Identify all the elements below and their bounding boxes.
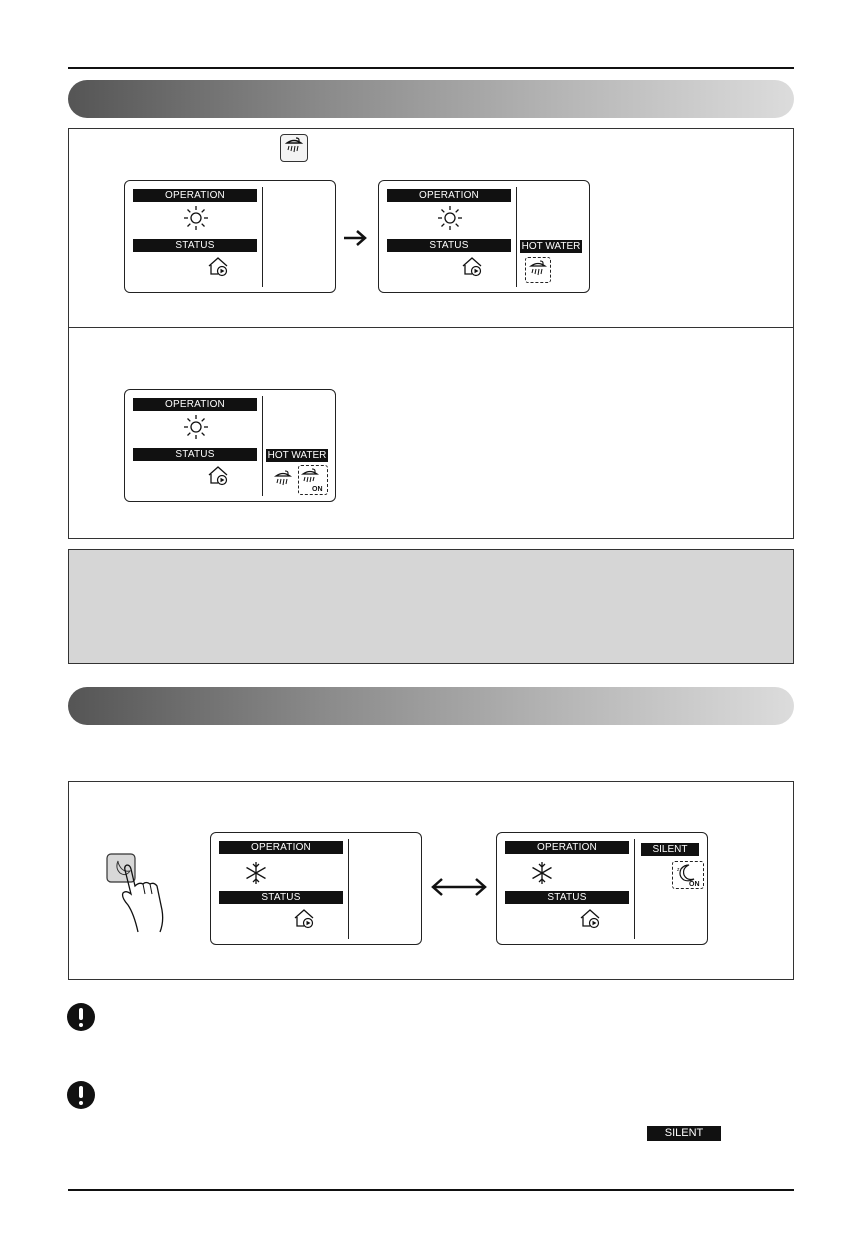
status-label: STATUS	[133, 448, 257, 461]
shower-icon	[526, 258, 550, 282]
blinking-indicator	[672, 861, 704, 889]
section-header-silent	[68, 687, 794, 725]
shower-icon	[281, 135, 307, 161]
svg-text:z: z	[677, 867, 680, 873]
status-label: STATUS	[219, 891, 343, 904]
house-play-icon	[207, 464, 229, 486]
lcd-divider	[348, 839, 349, 939]
lcd-panel-cooling-silent-on	[496, 832, 708, 945]
operation-label: OPERATION	[505, 841, 629, 854]
hand-pointer-icon	[104, 852, 184, 936]
operation-label: OPERATION	[219, 841, 343, 854]
house-play-icon	[579, 907, 601, 929]
lcd-panel-heating-before	[124, 180, 336, 293]
hot-water-tag: HOT WATER	[521, 241, 581, 252]
status-label: STATUS	[505, 891, 629, 904]
status-label: STATUS	[133, 239, 257, 252]
sun-icon	[437, 205, 463, 231]
shower-on-icon	[299, 466, 327, 494]
operation-label: OPERATION	[133, 398, 257, 411]
hot-water-tag: HOT WATER	[267, 450, 327, 461]
section-header-hot-water	[68, 80, 794, 118]
silent-chip: SILENT	[647, 1126, 721, 1141]
lcd-divider	[634, 839, 635, 939]
blinking-indicator	[298, 465, 328, 495]
top-rule	[68, 67, 794, 69]
snowflake-icon	[529, 860, 555, 886]
lcd-panel-cooling-silent-off	[210, 832, 422, 945]
arrow-right-icon	[342, 228, 370, 248]
lcd-divider	[262, 396, 263, 496]
sun-icon	[183, 414, 209, 440]
snowflake-icon	[243, 860, 269, 886]
operation-label: OPERATION	[387, 189, 511, 202]
hot-water-button[interactable]	[280, 134, 308, 162]
double-arrow-icon	[430, 876, 488, 898]
lcd-panel-hot-water-on	[124, 389, 336, 502]
step-divider	[68, 327, 794, 328]
on-text: ON	[689, 881, 700, 888]
note-box	[68, 549, 794, 664]
status-label: STATUS	[387, 239, 511, 252]
blinking-indicator	[525, 257, 551, 283]
moon-on-icon	[673, 862, 703, 888]
operation-label: OPERATION	[133, 189, 257, 202]
silent-tag: SILENT	[641, 843, 699, 856]
sun-icon	[183, 205, 209, 231]
shower-icon	[272, 469, 294, 491]
house-play-icon	[293, 907, 315, 929]
exclamation-icon	[67, 1081, 95, 1109]
house-play-icon	[207, 255, 229, 277]
lcd-panel-heating-hot-water	[378, 180, 590, 293]
bottom-rule	[68, 1189, 794, 1191]
lcd-divider	[262, 187, 263, 287]
house-play-icon	[461, 255, 483, 277]
exclamation-icon	[67, 1003, 95, 1031]
on-text: ON	[312, 486, 323, 493]
lcd-divider	[516, 187, 517, 287]
